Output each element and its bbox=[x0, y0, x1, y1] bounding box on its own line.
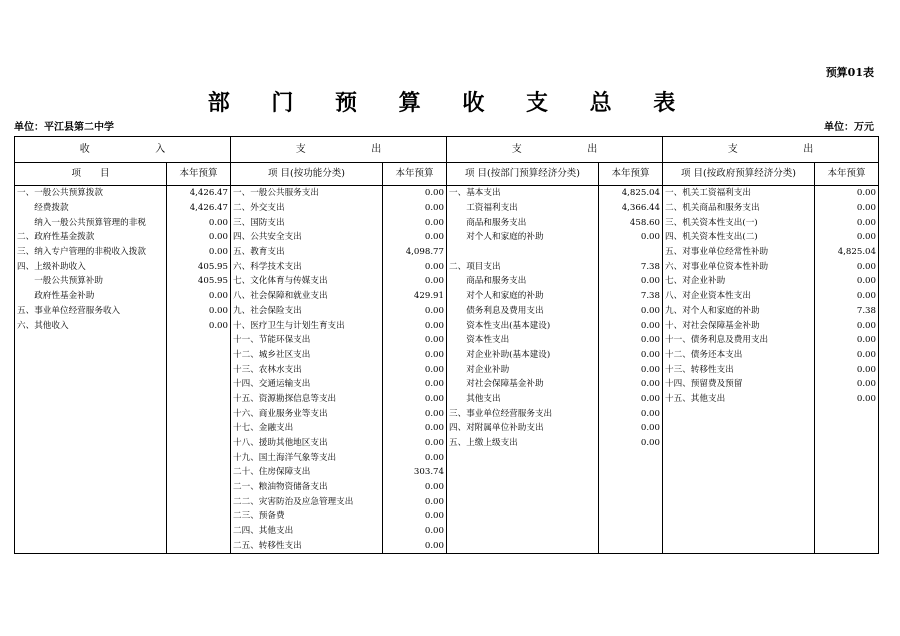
amount-cell bbox=[599, 524, 663, 539]
item-cell bbox=[15, 333, 167, 348]
item-cell: 十二、债务还本支出 bbox=[663, 348, 815, 363]
amount-cell: 0.00 bbox=[167, 304, 231, 319]
amount-cell: 4,825.04 bbox=[599, 186, 663, 201]
amount-cell: 0.00 bbox=[599, 274, 663, 289]
item-cell: 十九、国土海洋气象等支出 bbox=[231, 450, 383, 465]
table-row bbox=[15, 259, 879, 274]
item-cell bbox=[15, 494, 167, 509]
item-cell: 对企业补助(基本建设) bbox=[447, 348, 599, 363]
item-cell bbox=[15, 436, 167, 451]
amount-cell bbox=[167, 421, 231, 436]
amount-cell: 0.00 bbox=[383, 215, 447, 230]
amount-cell: 0.00 bbox=[383, 259, 447, 274]
amount-cell: 0.00 bbox=[167, 215, 231, 230]
table-row bbox=[15, 406, 879, 421]
table-row bbox=[15, 289, 879, 304]
amount-cell: 0.00 bbox=[383, 348, 447, 363]
amount-cell: 0.00 bbox=[815, 215, 879, 230]
item-cell: 十二、城乡社区支出 bbox=[231, 348, 383, 363]
item-cell: 十五、其他支出 bbox=[663, 392, 815, 407]
item-cell: 二、政府性基金拨款 bbox=[15, 230, 167, 245]
amount-cell: 0.00 bbox=[383, 318, 447, 333]
item-cell bbox=[663, 524, 815, 539]
amount-cell: 4,426.47 bbox=[167, 186, 231, 201]
amount-cell: 4,366.44 bbox=[599, 201, 663, 216]
amount-cell: 0.00 bbox=[599, 362, 663, 377]
item-cell bbox=[663, 465, 815, 480]
col-header-budget: 本年预算 bbox=[599, 163, 663, 186]
amount-cell: 0.00 bbox=[599, 304, 663, 319]
amount-cell: 0.00 bbox=[599, 436, 663, 451]
amount-cell: 7.38 bbox=[815, 304, 879, 319]
header-expense-function: 支 出 bbox=[231, 137, 447, 163]
item-cell: 二一、粮油物资储备支出 bbox=[231, 480, 383, 495]
amount-cell: 0.00 bbox=[167, 289, 231, 304]
table-row bbox=[15, 494, 879, 509]
amount-cell bbox=[167, 480, 231, 495]
amount-cell bbox=[815, 436, 879, 451]
amount-cell bbox=[599, 450, 663, 465]
item-cell: 十一、债务利息及费用支出 bbox=[663, 333, 815, 348]
item-cell: 十四、交通运输支出 bbox=[231, 377, 383, 392]
table-row bbox=[15, 333, 879, 348]
item-cell bbox=[663, 480, 815, 495]
amount-cell bbox=[815, 421, 879, 436]
item-cell: 四、上级补助收入 bbox=[15, 259, 167, 274]
amount-cell bbox=[599, 480, 663, 495]
item-cell: 一、基本支出 bbox=[447, 186, 599, 201]
header-income: 收 入 bbox=[15, 137, 231, 163]
item-cell bbox=[15, 465, 167, 480]
amount-cell: 0.00 bbox=[383, 406, 447, 421]
item-cell bbox=[15, 509, 167, 524]
table-row bbox=[15, 201, 879, 216]
item-cell: 资本性支出(基本建设) bbox=[447, 318, 599, 333]
item-cell bbox=[663, 450, 815, 465]
header-expense-gov: 支 出 bbox=[663, 137, 879, 163]
item-cell bbox=[447, 245, 599, 260]
amount-cell: 429.91 bbox=[383, 289, 447, 304]
item-cell: 对企业补助 bbox=[447, 362, 599, 377]
table-row bbox=[15, 215, 879, 230]
column-header-row bbox=[15, 163, 879, 186]
amount-cell: 0.00 bbox=[383, 494, 447, 509]
table-row bbox=[15, 450, 879, 465]
item-cell: 二、机关商品和服务支出 bbox=[663, 201, 815, 216]
amount-cell bbox=[815, 450, 879, 465]
item-cell: 六、科学技术支出 bbox=[231, 259, 383, 274]
item-cell: 一、一般公共预算拨款 bbox=[15, 186, 167, 201]
amount-cell bbox=[167, 450, 231, 465]
amount-cell bbox=[599, 509, 663, 524]
item-cell: 二五、转移性支出 bbox=[231, 539, 383, 554]
table-row bbox=[15, 509, 879, 524]
amount-cell: 0.00 bbox=[815, 362, 879, 377]
table-row bbox=[15, 245, 879, 260]
item-cell: 四、对附属单位补助支出 bbox=[447, 421, 599, 436]
table-row bbox=[15, 392, 879, 407]
item-cell: 四、机关资本性支出(二) bbox=[663, 230, 815, 245]
item-cell: 十三、农林水支出 bbox=[231, 362, 383, 377]
table-row bbox=[15, 524, 879, 539]
item-cell: 十四、预留费及预留 bbox=[663, 377, 815, 392]
amount-cell bbox=[599, 539, 663, 554]
item-cell: 五、教育支出 bbox=[231, 245, 383, 260]
item-cell: 二十、住房保障支出 bbox=[231, 465, 383, 480]
amount-cell bbox=[815, 465, 879, 480]
amount-cell bbox=[167, 333, 231, 348]
amount-cell: 0.00 bbox=[815, 274, 879, 289]
amount-cell: 0.00 bbox=[599, 230, 663, 245]
item-cell: 六、对事业单位资本性补助 bbox=[663, 259, 815, 274]
amount-cell bbox=[815, 524, 879, 539]
item-cell: 二三、预备费 bbox=[231, 509, 383, 524]
item-cell: 二、外交支出 bbox=[231, 201, 383, 216]
amount-cell bbox=[167, 392, 231, 407]
item-cell: 债务利息及费用支出 bbox=[447, 304, 599, 319]
amount-cell: 0.00 bbox=[815, 259, 879, 274]
item-cell bbox=[663, 539, 815, 554]
item-cell bbox=[447, 539, 599, 554]
amount-cell: 0.00 bbox=[383, 333, 447, 348]
amount-cell: 0.00 bbox=[383, 392, 447, 407]
amount-cell: 0.00 bbox=[383, 480, 447, 495]
amount-cell: 0.00 bbox=[383, 509, 447, 524]
amount-cell: 0.00 bbox=[383, 436, 447, 451]
table-row bbox=[15, 362, 879, 377]
amount-cell bbox=[815, 539, 879, 554]
item-cell bbox=[663, 494, 815, 509]
amount-cell: 0.00 bbox=[815, 377, 879, 392]
amount-cell: 4,426.47 bbox=[167, 201, 231, 216]
item-cell: 一、机关工资福利支出 bbox=[663, 186, 815, 201]
item-cell bbox=[663, 436, 815, 451]
table-row bbox=[15, 304, 879, 319]
table-row bbox=[15, 230, 879, 245]
amount-cell: 0.00 bbox=[815, 289, 879, 304]
amount-cell bbox=[599, 494, 663, 509]
unit-currency: 单位：万元 bbox=[824, 122, 874, 133]
item-cell: 三、事业单位经营服务支出 bbox=[447, 406, 599, 421]
amount-cell: 0.00 bbox=[599, 392, 663, 407]
amount-cell: 0.00 bbox=[815, 392, 879, 407]
budget-summary-table bbox=[14, 136, 879, 554]
amount-cell bbox=[815, 494, 879, 509]
amount-cell: 0.00 bbox=[815, 201, 879, 216]
table-row bbox=[15, 480, 879, 495]
amount-cell: 0.00 bbox=[383, 274, 447, 289]
page-title: 部 门 预 算 收 支 总 表 bbox=[207, 90, 693, 116]
item-cell: 八、社会保障和就业支出 bbox=[231, 289, 383, 304]
item-cell: 十八、援助其他地区支出 bbox=[231, 436, 383, 451]
item-cell: 二二、灾害防治及应急管理支出 bbox=[231, 494, 383, 509]
item-cell: 七、对企业补助 bbox=[663, 274, 815, 289]
amount-cell: 0.00 bbox=[599, 348, 663, 363]
item-cell: 对个人和家庭的补助 bbox=[447, 289, 599, 304]
amount-cell: 0.00 bbox=[383, 524, 447, 539]
amount-cell: 0.00 bbox=[815, 333, 879, 348]
amount-cell: 0.00 bbox=[383, 201, 447, 216]
amount-cell: 7.38 bbox=[599, 259, 663, 274]
item-cell: 五、事业单位经营服务收入 bbox=[15, 304, 167, 319]
item-cell: 十、对社会保障基金补助 bbox=[663, 318, 815, 333]
item-cell: 十一、节能环保支出 bbox=[231, 333, 383, 348]
item-cell bbox=[663, 406, 815, 421]
item-cell: 二、项目支出 bbox=[447, 259, 599, 274]
amount-cell bbox=[599, 465, 663, 480]
item-cell bbox=[15, 362, 167, 377]
col-header-budget: 本年预算 bbox=[815, 163, 879, 186]
col-header-budget: 本年预算 bbox=[383, 163, 447, 186]
table-body bbox=[15, 186, 879, 554]
item-cell bbox=[663, 421, 815, 436]
amount-cell: 0.00 bbox=[383, 377, 447, 392]
amount-cell: 0.00 bbox=[167, 318, 231, 333]
item-cell: 十三、转移性支出 bbox=[663, 362, 815, 377]
col-header-item: 项 目 bbox=[15, 163, 167, 186]
col-header-budget: 本年预算 bbox=[167, 163, 231, 186]
amount-cell bbox=[167, 362, 231, 377]
table-row bbox=[15, 348, 879, 363]
amount-cell: 0.00 bbox=[383, 539, 447, 554]
unit-organization: 单位：平江县第二中学 bbox=[14, 122, 114, 133]
item-cell: 十五、资源勘探信息等支出 bbox=[231, 392, 383, 407]
item-cell: 五、上缴上级支出 bbox=[447, 436, 599, 451]
amount-cell bbox=[815, 480, 879, 495]
item-cell: 政府性基金补助 bbox=[15, 289, 167, 304]
amount-cell: 0.00 bbox=[383, 421, 447, 436]
amount-cell bbox=[167, 465, 231, 480]
amount-cell: 0.00 bbox=[383, 304, 447, 319]
amount-cell bbox=[815, 406, 879, 421]
item-cell: 一般公共预算补助 bbox=[15, 274, 167, 289]
item-cell bbox=[15, 450, 167, 465]
amount-cell: 0.00 bbox=[599, 406, 663, 421]
amount-cell: 0.00 bbox=[383, 450, 447, 465]
item-cell: 对社会保障基金补助 bbox=[447, 377, 599, 392]
item-cell: 商品和服务支出 bbox=[447, 274, 599, 289]
amount-cell: 0.00 bbox=[167, 245, 231, 260]
table-row bbox=[15, 377, 879, 392]
item-cell bbox=[447, 465, 599, 480]
item-cell: 二四、其他支出 bbox=[231, 524, 383, 539]
amount-cell bbox=[167, 494, 231, 509]
table-row bbox=[15, 465, 879, 480]
item-cell bbox=[15, 480, 167, 495]
item-cell: 经费拨款 bbox=[15, 201, 167, 216]
amount-cell: 7.38 bbox=[599, 289, 663, 304]
table-row bbox=[15, 436, 879, 451]
amount-cell bbox=[599, 245, 663, 260]
table-row bbox=[15, 421, 879, 436]
item-cell bbox=[15, 524, 167, 539]
amount-cell: 458.60 bbox=[599, 215, 663, 230]
amount-cell: 4,098.77 bbox=[383, 245, 447, 260]
amount-cell: 0.00 bbox=[599, 377, 663, 392]
item-cell bbox=[447, 450, 599, 465]
amount-cell: 0.00 bbox=[815, 318, 879, 333]
item-cell: 九、社会保险支出 bbox=[231, 304, 383, 319]
item-cell: 七、文化体育与传媒支出 bbox=[231, 274, 383, 289]
header-expense-dept: 支 出 bbox=[447, 137, 663, 163]
item-cell: 对个人和家庭的补助 bbox=[447, 230, 599, 245]
amount-cell: 0.00 bbox=[815, 186, 879, 201]
amount-cell bbox=[167, 524, 231, 539]
item-cell bbox=[447, 494, 599, 509]
form-code: 预算01表 bbox=[825, 66, 874, 79]
amount-cell: 0.00 bbox=[599, 318, 663, 333]
amount-cell: 4,825.04 bbox=[815, 245, 879, 260]
col-header-gov-econ: 项 目(按政府预算经济分类) bbox=[663, 163, 815, 186]
item-cell: 十六、商业服务业等支出 bbox=[231, 406, 383, 421]
amount-cell: 0.00 bbox=[383, 230, 447, 245]
amount-cell: 303.74 bbox=[383, 465, 447, 480]
table-row bbox=[15, 274, 879, 289]
item-cell: 商品和服务支出 bbox=[447, 215, 599, 230]
item-cell: 三、纳入专户管理的非税收入拨款 bbox=[15, 245, 167, 260]
amount-cell: 0.00 bbox=[599, 333, 663, 348]
amount-cell: 405.95 bbox=[167, 259, 231, 274]
item-cell: 九、对个人和家庭的补助 bbox=[663, 304, 815, 319]
amount-cell: 0.00 bbox=[815, 230, 879, 245]
item-cell bbox=[15, 348, 167, 363]
item-cell: 其他支出 bbox=[447, 392, 599, 407]
col-header-dept-econ: 项 目(按部门预算经济分类) bbox=[447, 163, 599, 186]
item-cell: 纳入一般公共预算管理的非税 bbox=[15, 215, 167, 230]
item-cell: 三、机关资本性支出(一) bbox=[663, 215, 815, 230]
item-cell bbox=[15, 392, 167, 407]
amount-cell: 0.00 bbox=[599, 421, 663, 436]
table-row bbox=[15, 539, 879, 554]
item-cell bbox=[663, 509, 815, 524]
item-cell: 六、其他收入 bbox=[15, 318, 167, 333]
item-cell bbox=[15, 421, 167, 436]
item-cell bbox=[15, 406, 167, 421]
item-cell bbox=[447, 509, 599, 524]
item-cell: 四、公共安全支出 bbox=[231, 230, 383, 245]
amount-cell bbox=[815, 509, 879, 524]
col-header-function: 项 目(按功能分类) bbox=[231, 163, 383, 186]
item-cell: 十七、金融支出 bbox=[231, 421, 383, 436]
item-cell bbox=[447, 480, 599, 495]
item-cell bbox=[447, 524, 599, 539]
item-cell: 三、国防支出 bbox=[231, 215, 383, 230]
amount-cell: 0.00 bbox=[383, 362, 447, 377]
item-cell: 一、一般公共服务支出 bbox=[231, 186, 383, 201]
item-cell bbox=[15, 377, 167, 392]
item-cell bbox=[15, 539, 167, 554]
amount-cell bbox=[167, 436, 231, 451]
item-cell: 八、对企业资本性支出 bbox=[663, 289, 815, 304]
amount-cell bbox=[167, 377, 231, 392]
amount-cell bbox=[167, 509, 231, 524]
item-cell: 五、对事业单位经常性补助 bbox=[663, 245, 815, 260]
item-cell: 十、医疗卫生与计划生育支出 bbox=[231, 318, 383, 333]
item-cell: 资本性支出 bbox=[447, 333, 599, 348]
amount-cell: 0.00 bbox=[167, 230, 231, 245]
table-row bbox=[15, 318, 879, 333]
amount-cell: 0.00 bbox=[815, 348, 879, 363]
amount-cell bbox=[167, 539, 231, 554]
header-group-row bbox=[15, 137, 879, 163]
amount-cell bbox=[167, 348, 231, 363]
amount-cell: 0.00 bbox=[383, 186, 447, 201]
item-cell: 工资福利支出 bbox=[447, 201, 599, 216]
table-row bbox=[15, 186, 879, 201]
amount-cell bbox=[167, 406, 231, 421]
amount-cell: 405.95 bbox=[167, 274, 231, 289]
